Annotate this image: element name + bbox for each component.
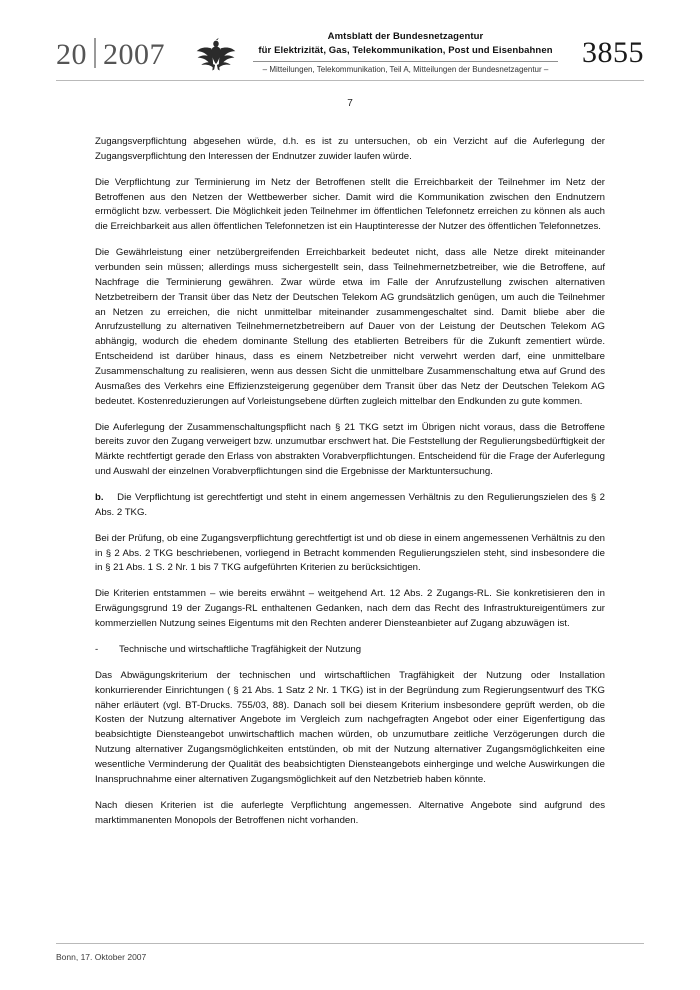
masthead-title-line2: für Elektrizität, Gas, Telekommunikation, Post und Eisenbahnen — [258, 44, 553, 56]
issue-block — [56, 28, 165, 70]
subsection-heading — [95, 491, 605, 521]
bullet-text: Technische und wirtschaftliche Tragfähigkeit der Nutzung — [119, 643, 362, 655]
header-divider — [56, 80, 644, 81]
paragraph: Nach diesen Kriterien ist die auferlegte Verpflichtung angemessen. Alternative Angebote sind aufgrund des marktimmanenten Monopols der Betroffenen nicht vorhanden. — [95, 799, 605, 826]
issue-divider — [94, 38, 96, 68]
paragraph: Die Kriterien entstammen – wie bereits erwähnt – weitgehend Art. 12 Abs. 2 Zugangs-RL. Sie konkretisieren den in Erwägungsgrund 19 der Zugangs-RL enthaltenen Gedanken, nach dem das Recht des Infrastruktureigentümers zur kommerziellen Nutzung seines Eigentums mit den Rechten anderer Diensteanbieter auf Zugang abzuwägen ist. — [95, 588, 605, 630]
folio-number: 7 — [347, 98, 353, 109]
masthead-rule — [253, 61, 558, 62]
footer-text: Bonn, 17. Oktober 2007 — [56, 952, 147, 962]
paragraph: Die Verpflichtung zur Terminierung im Netz der Betroffenen stellt die Erreichbarkeit der Teilnehmer im Netz der Betroffenen aus den Netzen der Wettbewerber sicher. Damit wird die Kommunikation zwischen den Endnutzern ermöglicht bzw. verbessert. Die Möglichkeit jeden Teilnehmer im öffentlichen Telefonnetz erreichen zu können als auch die Erreichbarkeit aus allen öffentlichen Telefonnetzen ist ein Hauptinteresse der Nutzer des öffentlichen Telefonnetzes. — [95, 176, 605, 233]
document-body — [0, 135, 700, 828]
masthead-title-line1: Amtsblatt der Bundesnetzagentur — [327, 31, 484, 42]
paragraph: Die Gewährleistung einer netzübergreifenden Erreichbarkeit bedeutet nicht, dass alle Netze direkt miteinander verbunden sein müssen; allerdings muss sichergestellt sein, dass Teilnehmernetzbetreiber, wie die Betroffene, auf Nachfrage die Terminierung gewähren. Zwar würde etwa im Falle der Anrufzustellung zwischen alternativen Netzbetreibern der Transit über das Netz der Deutschen Telekom AG grundsätzlich genügen, um auch die Teilnehmer an Netzen zu erreichen, die nicht unmittelbar miteinander zusammengeschaltet sind. Damit bliebe aber die Anrufzustellung zu alternativen Teilnehmernetzbetreibern auf Dauer von der Leistung der Deutschen Telekom AG abhängig, wodurch die ehedem dominante Stellung des etablierten Betreibers für die Zukunft zementiert würde. Entscheidend ist darüber hinaus, dass es einem Netzbetreiber nicht verwehrt werden darf, eine unmittelbare Zusammenschaltung zu realisieren, wenn aus dessen Sicht die unmittelbare Zusammenschaltung etwa auf Grund des Ausmaßes des Verkehrs eine Effizienzsteigerung gegenüber dem Transit über das Netz der Deutschen Telekom AG bedeutet. Kostenreduzierungen auf Vorleistungsebene dürften zugleich mittelbar den Endkunden zu gute kommen. — [95, 247, 605, 407]
page-footer — [56, 943, 644, 962]
subsection-marker: b. — [95, 492, 104, 504]
bullet-dash: - — [95, 643, 99, 655]
page-number: 3855 — [582, 36, 644, 69]
masthead — [0, 0, 700, 74]
paragraph: Die Auferlegung der Zusammenschaltungspflicht nach § 21 TKG setzt im Übrigen nicht voraus, dass die Betroffene bereits zuvor den Zugang verweigert bzw. unzumutbar erschwert hat. Die Feststellung der Regulierungsbedürftigkeit der Märkte rechtfertigt gerade den Erlass von abstrakten Vorabverpflichtungen. Entscheidend für die Frage der Auferlegung und Auswahl der einzelnen Vorabverpflichtungen sind die Ergebnisse der Marktuntersuchung. — [95, 421, 605, 478]
issue-number: 20 — [56, 38, 87, 71]
footer-divider — [56, 943, 644, 944]
bullet-item — [95, 643, 605, 658]
federal-eagle-icon — [193, 30, 239, 76]
masthead-title-block — [239, 30, 572, 75]
issue-year: 2007 — [103, 38, 165, 71]
masthead-subtitle: – Mitteilungen, Telekommunikation, Teil A, Mitteilungen der Bundesnetzagentur – — [262, 64, 549, 74]
paragraph: Das Abwägungskriterium der technischen und wirtschaftlichen Tragfähigkeit der Nutzung oder Installation konkurrierender Einrichtungen ( § 21 Abs. 1 Satz 2 Nr. 1 TKG) ist in der Begründung zum Regierungsentwurf des TKG näher erläutert (vgl. BT-Drucks. 755/03, 88). Danach soll bei diesem Kriterium insbesondere geprüft werden, ob die Kosten der Nutzung alternativer Angebote im Vergleich zum nachgefragten Angebot oder einer Eigenfertigung das beabsichtigte Diensteangebot unwirtschaftlich machen würden, ob unzumutbare zeitliche Verzögerungen durch die Nutzung alternativer Zugangsmöglichkeiten entstünden, ob mit der Nutzung alternativer Zugangsmöglichkeiten eine wesentliche Verminderung der Qualität des beabsichtigten Diensteangebots einherginge und welche Auswirkungen die Inanspruchnahme einer alternativen Zugangsmöglichkeit auf den Netzbetrieb haben könnte. — [95, 669, 605, 785]
paragraph: Bei der Prüfung, ob eine Zugangsverpflichtung gerechtfertigt ist und ob diese in einem angemessenen Verhältnis zu den in § 2 Abs. 2 TKG beschriebenen, vorliegend in Betracht kommenden Regulierungszielen steht, sind insbesondere die in § 21 Abs. 1 S. 2 Nr. 1 bis 7 TKG aufgeführten Kriterien zu berücksichtigen. — [95, 532, 605, 574]
paragraph: Zugangsverpflichtung abgesehen würde, d.h. es ist zu untersuchen, ob ein Verzicht auf die Auferlegung der Zugangsverpflichtung den Interessen der Endnutzer zuwider laufen würde. — [95, 136, 605, 162]
subsection-text: Die Verpflichtung ist gerechtfertigt und steht in einem angemessen Verhältnis zu den Regulierungszielen des § 2 Abs. 2 TKG. — [95, 492, 605, 518]
